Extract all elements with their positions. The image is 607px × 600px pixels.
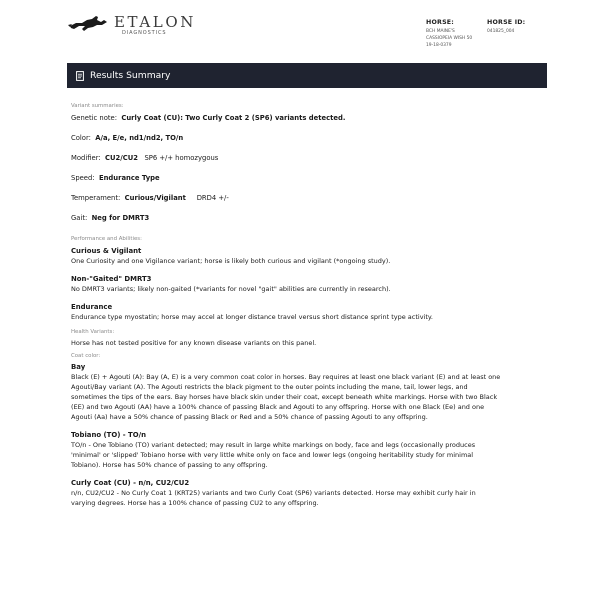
horse-info [426,18,482,49]
page-title: Results Summary [90,70,171,81]
performance-item-text: One Curiosity and one Vigilance variant; horse is likely both curious and vigilant (*ongoing study). [71,257,391,265]
horse-date: 19-18-0379 [426,43,452,48]
coat-item [71,431,546,470]
gait-value: Neg for DMRT3 [91,214,150,222]
performance-item [71,303,546,322]
results-summary-banner [67,63,547,88]
color-row [71,134,546,143]
health-section-label: Health Variants: [71,329,115,335]
coat-text-line: Agouti/Bay variant (A). The Agouti restricts the black pigment to the outer points including the mane, tail, lower legs, and [71,383,468,391]
performance-item [71,247,546,266]
coat-text-line: varying degrees. Horse has a 100% chance of passing CU2 to any offspring. [71,499,319,507]
coat-text-line: Agouti (Aa) have a 50% chance of passing Black or Red and a 50% chance of passing Agouti to any offspring. [71,413,428,421]
horse-logo-icon [68,14,110,34]
coat-item-title: Curly Coat (CU) - n/n, CU2/CU2 [71,479,190,487]
coat-item [71,363,546,422]
health-text: Horse has not tested positive for any known disease variants on this panel. [71,339,317,347]
brand-name: ETALON [114,13,196,31]
gait-row [71,214,546,223]
modifier-extra: SP6 +/+ homozygous [144,154,219,162]
horse-id-value: 041825_004 [487,29,515,34]
color-value: A/a, E/e, nd1/nd2, TO/n [95,134,184,142]
coat-text-line: n/n, CU2/CU2 - No Curly Coat 1 (KRT25) variants and two Curly Coat (SP6) variants detected. Horse may exhibit curly hair in [71,489,476,497]
horse-name: BCH MAINE'S [426,29,455,34]
performance-item-title: Endurance [71,303,113,311]
coat-item [71,479,546,508]
horse-id-info [487,18,577,35]
temperament-label: Temperament: [71,194,121,202]
performance-section-label: Performance and Abilities: [71,236,142,242]
temperament-row [71,194,546,203]
performance-item [71,275,546,294]
modifier-value: CU2/CU2 [104,154,138,162]
genetic-note-label: Genetic note: [71,114,117,122]
coat-text-line: 'minimal' or 'slipped' Tobiano horse with very little white only on face and lower legs (ongoing heritability study for minimal [71,451,474,459]
coat-text-line: Black (E) + Agouti (A): Bay (A, E) is a very common coat color in horses. Bay requires at least one black variant (E) and at least one [71,373,501,381]
coat-item-title: Tobiano (TO) - TO/n [71,431,146,439]
coat-text-line: (EE) and two Agouti (AA) have a 100% chance of passing Black and Agouti to any offspring. Horse with one Black (Ee) and one [71,403,485,411]
coat-item-title: Bay [71,363,86,371]
horse-label: HORSE: [426,19,455,26]
genetic-note-value: Curly Coat (CU): Two Curly Coat 2 (SP6) variants detected. [121,114,346,122]
modifier-label: Modifier: [71,154,101,162]
performance-item-title: Curious & Vigilant [71,247,142,255]
genetic-note-row [71,114,546,123]
temperament-value: Curious/Vigilant [124,194,186,202]
brand-subtitle: DIAGNOSTICS [122,30,167,36]
performance-item-text: No DMRT3 variants; likely non-gaited (*variants for novel "gait" abilities are currently in research). [71,285,391,293]
speed-row [71,174,546,183]
horse-id-label: HORSE ID: [487,19,526,26]
document-icon [75,70,84,82]
coat-text-line: Tobiano). Horse has 50% chance of passing to any offspring. [71,461,268,469]
gait-label: Gait: [71,214,88,222]
coat-text-line: sometimes the tips of the ears. Bay horses have black skin under their coat, except beneath white markings. Horse with two Black [71,393,498,401]
results-content [71,102,546,508]
variants-section-label: Variant summaries: [71,103,124,109]
color-label: Color: [71,134,91,142]
horse-name-line2: CASSIOPEIA WISH 50 [426,36,473,41]
performance-item-title: Non-"Gaited" DMRT3 [71,275,152,283]
temperament-extra: DRD4 +/- [196,194,229,202]
coat-section-label: Coat color: [71,353,101,359]
coat-text-line: TO/n - One Tobiano (TO) variant detected; may result in large white markings on body, face and legs (occasionally produces [71,441,476,449]
speed-value: Endurance Type [98,174,160,182]
performance-item-text: Endurance type myostatin; horse may accel at longer distance travel versus short distance sprint type activity. [71,313,433,321]
brand-logo [68,14,196,36]
speed-label: Speed: [71,174,95,182]
modifier-row [71,154,546,163]
